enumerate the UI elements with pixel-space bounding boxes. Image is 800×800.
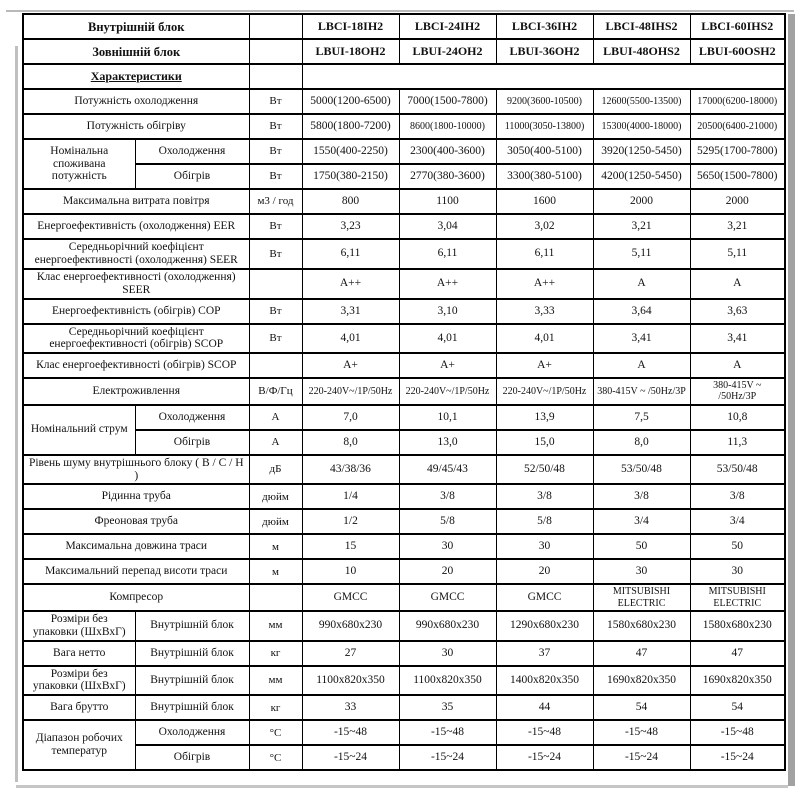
spec-value-cell: 380-415V ~ /50Hz/3P <box>593 378 690 404</box>
spec-value-cell: 4200(1250-5450) <box>593 164 690 189</box>
spec-value-cell: 10,8 <box>690 405 785 430</box>
spec-row <box>23 666 785 696</box>
spec-value-cell: 220-240V~/1P/50Hz <box>302 378 399 404</box>
spec-value-cell: 15300(4000-18000) <box>593 114 690 139</box>
spec-value-cell: 52/50/48 <box>496 455 593 485</box>
spec-row <box>23 139 785 164</box>
row-label: Середньорічний коефіцієнт енергоефективності (охолодження) SEER <box>23 239 249 269</box>
row-label: Вага брутто <box>23 695 135 720</box>
row-label: Максимальний перепад висоти траси <box>23 559 249 584</box>
spec-row <box>23 89 785 114</box>
spec-value-cell: 11,3 <box>690 430 785 455</box>
spec-value-cell: -15~24 <box>302 745 399 770</box>
spec-value-cell: 47 <box>593 641 690 666</box>
spec-value-cell: 3,64 <box>593 299 690 324</box>
outdoor-model-cell: LBUI-48OHS2 <box>593 39 690 64</box>
row-sub-label: Внутрішній блок <box>135 666 249 696</box>
spec-value-cell: A <box>593 353 690 378</box>
spec-value-cell: 6,11 <box>399 239 496 269</box>
outdoor-model-cell: LBUI-18OH2 <box>302 39 399 64</box>
row-label: Компресор <box>23 584 249 610</box>
unit-cell: А <box>249 405 302 430</box>
spec-value-cell: 2300(400-3600) <box>399 139 496 164</box>
unit-cell: °C <box>249 720 302 745</box>
row-group-label: Діапазон робочих температур <box>23 720 135 770</box>
unit-cell: дБ <box>249 455 302 485</box>
spec-row <box>23 584 785 610</box>
spec-value-cell: MITSUBISHI ELECTRIC <box>593 584 690 610</box>
spec-row <box>23 641 785 666</box>
outdoor-unit-label: Зовнішній блок <box>23 39 249 64</box>
spec-value-cell: 47 <box>690 641 785 666</box>
spec-value-cell: -15~48 <box>399 720 496 745</box>
spec-row <box>23 239 785 269</box>
spec-row <box>23 611 785 641</box>
row-sub-label: Внутрішній блок <box>135 695 249 720</box>
row-label: Рівень шуму внутрішнього блоку ( В / С / Н ) <box>23 455 249 485</box>
spec-value-cell: 8,0 <box>302 430 399 455</box>
spec-value-cell: 1580x680x230 <box>593 611 690 641</box>
spec-value-cell: 30 <box>593 559 690 584</box>
indoor-model-cell: LBCI-36IH2 <box>496 14 593 39</box>
row-label: Вага нетто <box>23 641 135 666</box>
spec-value-cell: 30 <box>399 534 496 559</box>
spec-value-cell: 3/4 <box>690 509 785 534</box>
spec-value-cell: A+ <box>496 353 593 378</box>
spec-row <box>23 114 785 139</box>
row-sub-label: Внутрішній блок <box>135 611 249 641</box>
spec-value-cell: 3,31 <box>302 299 399 324</box>
row-label: Клас енергоефективності (обігрів) SCOP <box>23 353 249 378</box>
spec-value-cell: 1100x820x350 <box>399 666 496 696</box>
row-label: Максимальна витрата повітря <box>23 189 249 214</box>
spec-row <box>23 455 785 485</box>
spec-value-cell: 13,9 <box>496 405 593 430</box>
unit-cell: кг <box>249 695 302 720</box>
scan-artifact-top-line <box>6 10 794 12</box>
spec-value-cell: 9200(3600-10500) <box>496 89 593 114</box>
unit-cell <box>249 14 302 39</box>
spec-value-cell: 49/45/43 <box>399 455 496 485</box>
spec-value-cell: 1690x820x350 <box>593 666 690 696</box>
spec-value-cell: 30 <box>496 534 593 559</box>
indoor-model-cell: LBCI-48IHS2 <box>593 14 690 39</box>
spec-value-cell: 1/2 <box>302 509 399 534</box>
row-label: Електроживлення <box>23 378 249 404</box>
spec-value-cell: 50 <box>593 534 690 559</box>
spec-value-cell: 5650(1500-7800) <box>690 164 785 189</box>
spec-value-cell: 10,1 <box>399 405 496 430</box>
spec-value-cell: -15~48 <box>302 720 399 745</box>
spec-row <box>23 214 785 239</box>
spec-value-cell: 990x680x230 <box>302 611 399 641</box>
header-row-outdoor <box>23 39 785 64</box>
unit-cell: мм <box>249 666 302 696</box>
row-sub-label: Внутрішній блок <box>135 641 249 666</box>
spec-value-cell: -15~48 <box>690 720 785 745</box>
spec-value-cell: 5295(1700-7800) <box>690 139 785 164</box>
spec-row <box>23 405 785 430</box>
unit-cell: В/Ф/Гц <box>249 378 302 404</box>
row-sub-label: Обігрів <box>135 745 249 770</box>
spec-value-cell: 44 <box>496 695 593 720</box>
spec-value-cell: 6,11 <box>302 239 399 269</box>
row-label: Клас енергоефективності (охолодження) SEER <box>23 269 249 299</box>
row-group-label: Номінальний струм <box>23 405 135 455</box>
spec-value-cell: 3,04 <box>399 214 496 239</box>
row-label: Рідинна труба <box>23 484 249 509</box>
row-sub-label: Обігрів <box>135 164 249 189</box>
spec-value-cell: 17000(6200-18000) <box>690 89 785 114</box>
spec-value-cell: 3,02 <box>496 214 593 239</box>
spec-value-cell: 3300(380-5100) <box>496 164 593 189</box>
spec-value-cell: 5,11 <box>690 239 785 269</box>
spec-value-cell: 3/4 <box>593 509 690 534</box>
spec-row <box>23 484 785 509</box>
spec-value-cell: -15~48 <box>593 720 690 745</box>
spec-value-cell: 11000(3050-13800) <box>496 114 593 139</box>
spec-value-cell: 380-415V ~ /50Hz/3P <box>690 378 785 404</box>
indoor-model-cell: LBCI-18IH2 <box>302 14 399 39</box>
spec-value-cell: 3,21 <box>690 214 785 239</box>
outdoor-model-cell: LBUI-36OH2 <box>496 39 593 64</box>
unit-cell: Вт <box>249 89 302 114</box>
spec-value-cell: -15~24 <box>496 745 593 770</box>
spec-value-cell: 3920(1250-5450) <box>593 139 690 164</box>
outdoor-model-cell: LBUI-24OH2 <box>399 39 496 64</box>
spec-value-cell: 3,41 <box>690 324 785 354</box>
spec-value-cell: A <box>593 269 690 299</box>
spec-value-cell: 1/4 <box>302 484 399 509</box>
spec-value-cell: 1100 <box>399 189 496 214</box>
row-label: Потужність охолодження <box>23 89 249 114</box>
spec-value-cell: -15~24 <box>399 745 496 770</box>
spec-row <box>23 189 785 214</box>
spec-value-cell: 220-240V~/1P/50Hz <box>399 378 496 404</box>
spec-value-cell: 10 <box>302 559 399 584</box>
spec-value-cell: 1400x820x350 <box>496 666 593 696</box>
scan-artifact-bottom-shadow <box>16 785 788 788</box>
spec-value-cell: 54 <box>690 695 785 720</box>
spec-value-cell: 3,63 <box>690 299 785 324</box>
section-empty-cell <box>302 64 785 89</box>
row-label: Фреоновая труба <box>23 509 249 534</box>
unit-cell <box>249 584 302 610</box>
spec-value-cell: 7,0 <box>302 405 399 430</box>
spec-value-cell: 30 <box>690 559 785 584</box>
spec-value-cell: A+ <box>399 353 496 378</box>
unit-cell: кг <box>249 641 302 666</box>
spec-value-cell: 13,0 <box>399 430 496 455</box>
spec-value-cell: 27 <box>302 641 399 666</box>
unit-cell <box>249 353 302 378</box>
spec-value-cell: 4,01 <box>496 324 593 354</box>
unit-cell: м3 / год <box>249 189 302 214</box>
row-label: Середньорічний коефіцієнт енергоефективності (обігрів) SCOP <box>23 324 249 354</box>
spec-value-cell: 20 <box>496 559 593 584</box>
row-sub-label: Обігрів <box>135 430 249 455</box>
spec-value-cell: 53/50/48 <box>593 455 690 485</box>
spec-row <box>23 269 785 299</box>
unit-cell: м <box>249 559 302 584</box>
spec-value-cell: 3,21 <box>593 214 690 239</box>
unit-cell <box>249 64 302 89</box>
spec-value-cell: 20500(6400-21000) <box>690 114 785 139</box>
unit-cell: Вт <box>249 239 302 269</box>
spec-value-cell: 800 <box>302 189 399 214</box>
spec-value-cell: 5,11 <box>593 239 690 269</box>
spec-value-cell: 1600 <box>496 189 593 214</box>
spec-row <box>23 324 785 354</box>
spec-row <box>23 720 785 745</box>
outdoor-model-cell: LBUI-60OSH2 <box>690 39 785 64</box>
spec-row <box>23 299 785 324</box>
row-label: Максимальна довжина траси <box>23 534 249 559</box>
spec-value-cell: 6,11 <box>496 239 593 269</box>
spec-value-cell: 3/8 <box>593 484 690 509</box>
spec-value-cell: 3/8 <box>496 484 593 509</box>
spec-value-cell: 1580x680x230 <box>690 611 785 641</box>
row-label: Енергоефективність (охолодження) EER <box>23 214 249 239</box>
spec-value-cell: 1100x820x350 <box>302 666 399 696</box>
unit-cell: м <box>249 534 302 559</box>
row-sub-label: Охолодження <box>135 139 249 164</box>
spec-value-cell: 54 <box>593 695 690 720</box>
spec-value-cell: A++ <box>399 269 496 299</box>
spec-value-cell: A++ <box>302 269 399 299</box>
spec-value-cell: 3,33 <box>496 299 593 324</box>
spec-row <box>23 164 785 189</box>
spec-value-cell: 7,5 <box>593 405 690 430</box>
spec-value-cell: 7000(1500-7800) <box>399 89 496 114</box>
spec-value-cell: MITSUBISHI ELECTRIC <box>690 584 785 610</box>
spec-value-cell: 2000 <box>690 189 785 214</box>
indoor-model-cell: LBCI-60IHS2 <box>690 14 785 39</box>
spec-value-cell: 15 <box>302 534 399 559</box>
spec-row <box>23 353 785 378</box>
row-label: Енергоефективність (обігрів) COP <box>23 299 249 324</box>
section-title-text: Характеристики <box>90 68 182 83</box>
spec-value-cell: GMCC <box>399 584 496 610</box>
spec-value-cell: 1290x680x230 <box>496 611 593 641</box>
scan-artifact-left-shadow <box>15 46 18 782</box>
unit-cell: Вт <box>249 324 302 354</box>
spec-value-cell: 4,01 <box>302 324 399 354</box>
unit-cell: Вт <box>249 114 302 139</box>
spec-value-cell: 1750(380-2150) <box>302 164 399 189</box>
spec-value-cell: 1690x820x350 <box>690 666 785 696</box>
unit-cell: дюйм <box>249 509 302 534</box>
spec-value-cell: 1550(400-2250) <box>302 139 399 164</box>
unit-cell: мм <box>249 611 302 641</box>
unit-cell: Вт <box>249 164 302 189</box>
spec-value-cell: 37 <box>496 641 593 666</box>
scan-artifact-right-shadow <box>788 14 795 786</box>
unit-cell: °C <box>249 745 302 770</box>
spec-value-cell: 8600(1800-10000) <box>399 114 496 139</box>
unit-cell: дюйм <box>249 484 302 509</box>
spec-value-cell: 2770(380-3600) <box>399 164 496 189</box>
spec-value-cell: 3/8 <box>399 484 496 509</box>
row-label: Потужність обігріву <box>23 114 249 139</box>
indoor-unit-label: Внутрішній блок <box>23 14 249 39</box>
spec-row <box>23 534 785 559</box>
spec-value-cell: GMCC <box>496 584 593 610</box>
header-row-indoor <box>23 14 785 39</box>
spec-row <box>23 559 785 584</box>
spec-value-cell: A <box>690 353 785 378</box>
section-title-row <box>23 64 785 89</box>
unit-cell: Вт <box>249 214 302 239</box>
spec-value-cell: A++ <box>496 269 593 299</box>
spec-value-cell: 3,10 <box>399 299 496 324</box>
row-label: Розміри без упаковки (ШхВхГ) <box>23 666 135 696</box>
spec-value-cell: 3,23 <box>302 214 399 239</box>
spec-value-cell: 12600(5500-13500) <box>593 89 690 114</box>
spec-value-cell: 43/38/36 <box>302 455 399 485</box>
unit-cell: Вт <box>249 139 302 164</box>
spec-value-cell: 5/8 <box>399 509 496 534</box>
spec-value-cell: 220-240V~/1P/50Hz <box>496 378 593 404</box>
spec-value-cell: 50 <box>690 534 785 559</box>
spec-value-cell: 5/8 <box>496 509 593 534</box>
section-title <box>23 64 249 89</box>
spec-row <box>23 695 785 720</box>
spec-value-cell: 30 <box>399 641 496 666</box>
unit-cell: Вт <box>249 299 302 324</box>
spec-value-cell: 5800(1800-7200) <box>302 114 399 139</box>
spec-value-cell: -15~24 <box>690 745 785 770</box>
spec-value-cell: 4,01 <box>399 324 496 354</box>
row-group-label: Номінальна споживана потужність <box>23 139 135 189</box>
spec-value-cell: 20 <box>399 559 496 584</box>
row-sub-label: Охолодження <box>135 720 249 745</box>
row-label: Розміри без упаковки (ШхВхГ) <box>23 611 135 641</box>
row-sub-label: Охолодження <box>135 405 249 430</box>
spec-value-cell: 33 <box>302 695 399 720</box>
spec-value-cell: 8,0 <box>593 430 690 455</box>
spec-value-cell: 53/50/48 <box>690 455 785 485</box>
spec-value-cell: 3/8 <box>690 484 785 509</box>
unit-cell <box>249 39 302 64</box>
spec-value-cell: -15~24 <box>593 745 690 770</box>
spec-value-cell: 990x680x230 <box>399 611 496 641</box>
spec-row <box>23 745 785 770</box>
spec-value-cell: A <box>690 269 785 299</box>
spec-row <box>23 378 785 404</box>
spec-row <box>23 430 785 455</box>
spec-value-cell: 5000(1200-6500) <box>302 89 399 114</box>
spec-value-cell: 3,41 <box>593 324 690 354</box>
spec-value-cell: 35 <box>399 695 496 720</box>
spec-value-cell: GMCC <box>302 584 399 610</box>
unit-cell <box>249 269 302 299</box>
indoor-model-cell: LBCI-24IH2 <box>399 14 496 39</box>
spec-value-cell: 2000 <box>593 189 690 214</box>
spec-table <box>22 13 786 771</box>
spec-row <box>23 509 785 534</box>
spec-value-cell: 3050(400-5100) <box>496 139 593 164</box>
spec-value-cell: 15,0 <box>496 430 593 455</box>
unit-cell: А <box>249 430 302 455</box>
spec-value-cell: A+ <box>302 353 399 378</box>
spec-value-cell: -15~48 <box>496 720 593 745</box>
